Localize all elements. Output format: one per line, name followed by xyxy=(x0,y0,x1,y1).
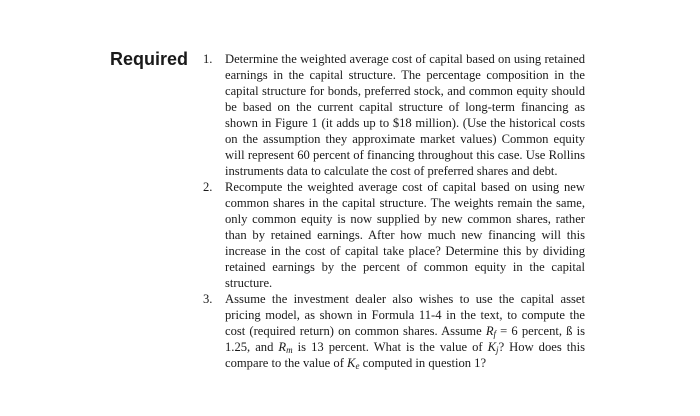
section-heading: Required xyxy=(110,49,189,69)
question-item-3 xyxy=(203,291,585,371)
text-segment: is 13 percent. What is the value of xyxy=(292,340,488,354)
question-text xyxy=(225,291,585,371)
question-number: 2. xyxy=(203,180,213,194)
text-segment: Assume the investment dealer also wishes to use the capital asset pricing model, as shown in Formula 11-4 in the text, to compute the cost (required return) on common shares. Assume xyxy=(225,292,585,338)
cost-of-equity-symbol: K xyxy=(347,356,356,370)
market-return-symbol: R xyxy=(278,340,287,354)
risk-free-rate-symbol: R xyxy=(485,324,494,338)
question-text: Determine the weighted average cost of capital based on using retained earnings in the capital structure. The percentage composition in the capital structure for bonds, preferred stock, and common equity should be based on the current capital structure of long-term financing as shown in Figure 1 (it adds up to $18 million). (Use the historical costs on the assumption they approximate market values) Common equity will represent 60 percent of financing throughout this case. Use Rollins instruments data to calculate the cost of preferred shares and debt. xyxy=(225,52,585,178)
required-return-subscript: j xyxy=(496,345,499,355)
text-segment: computed in question 1? xyxy=(359,356,487,370)
question-number: 1. xyxy=(203,52,213,66)
required-return-symbol: K xyxy=(487,340,497,354)
question-item-1 xyxy=(203,51,585,179)
risk-free-rate-subscript: f xyxy=(493,329,497,339)
market-return-subscript: m xyxy=(286,345,293,355)
text-segment: = 6 percent, ß is 1.25, and xyxy=(225,324,585,354)
cost-of-equity-subscript: e xyxy=(355,361,360,371)
text-segment: ? How does this compare to the value of xyxy=(225,340,585,370)
question-list xyxy=(203,51,585,371)
question-text: Recompute the weighted average cost of capital based on using new common shares in the capital structure. The weights remain the same, only common equity is now supplied by new common shares, rather than by retained earnings. After how much new financing will this increase in the cost of capital take place? Determine this by dividing retained earnings by the percent of common equity in the capital structure. xyxy=(225,180,585,290)
question-item-2 xyxy=(203,179,585,291)
question-number: 3. xyxy=(203,292,213,306)
